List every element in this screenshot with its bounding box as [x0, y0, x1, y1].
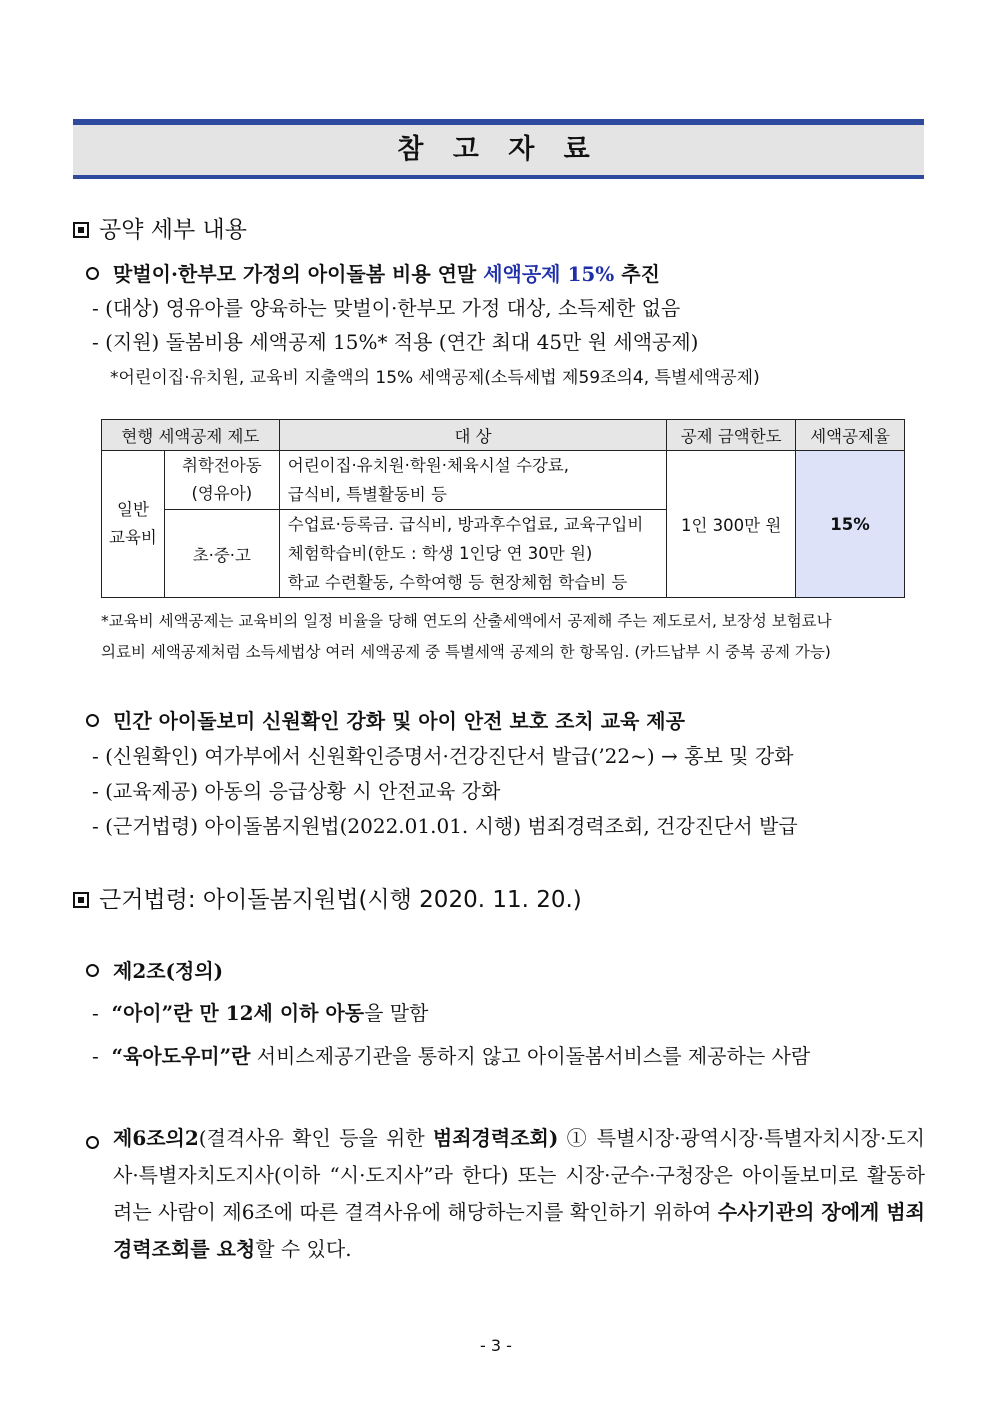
item-heading-suffix: 추진 — [614, 262, 660, 286]
table-header-target: 대 상 — [279, 420, 666, 451]
article2-line-child — [92, 997, 428, 1026]
title-banner-bottom-rule — [73, 175, 924, 179]
definition-term: “아이”란 만 12세 이하 아동 — [111, 1001, 365, 1025]
article2-line-nanny — [92, 1040, 810, 1069]
detail-line-education: - (교육제공) 아동의 응급상황 시 안전교육 강화 — [92, 779, 501, 803]
table-limit-cell: 1인 300만 원 — [667, 451, 796, 598]
article6-emphasis: 범죄경력조회) — [432, 1126, 559, 1150]
section-heading-pledge — [73, 211, 247, 244]
table-header-system: 현행 세액공제 제도 — [102, 420, 280, 451]
square-bullet-icon — [73, 222, 89, 238]
target-line: 급식비, 특별활동비 등 — [287, 485, 447, 504]
dash-marker: - — [92, 1044, 112, 1068]
section-heading-text: 근거법령: 아이돌봄지원법(시행 2020. 11. 20.) — [99, 887, 582, 913]
table-target-school — [279, 510, 666, 598]
target-line: 수업료·등록금. 급식비, 방과후수업료, 교육구입비 — [287, 515, 644, 534]
article6-text: 할 수 있다. — [255, 1237, 352, 1261]
table-header-limit: 공제 금액한도 — [667, 420, 796, 451]
article6-text: (결격사유 확인 등을 위한 — [198, 1126, 433, 1150]
item-heading-text: 민간 아이돌보미 신원확인 강화 및 아이 안전 보호 조치 교육 제공 — [113, 709, 685, 733]
page-title: 참 고 자 료 — [397, 134, 600, 165]
detail-line-support: - (지원) 돌봄비용 세액공제 15%* 적용 (연간 최대 45만 원 세액공제) — [92, 330, 699, 354]
table-header-rate: 세액공제율 — [796, 420, 905, 451]
target-line: 학교 수련활동, 수학여행 등 현장체험 학습비 등 — [287, 573, 628, 592]
definition-term: “육아도우미”란 — [111, 1044, 251, 1068]
article6-text: ① 특별시장·광역시장·특별자치시장·도지사·특별자치도지사(이하 “시·도지사”라 한다) 또는 시장·군수·구청장은 아이돌보미로 활동하려는 사람이 제6조에 따른 결격사유에 해당하는지를 확인하기 위하여 — [113, 1126, 925, 1224]
article6-title: 제6조의2 — [113, 1126, 199, 1150]
footnote: *어린이집·유치원, 교육비 지출액의 15% 세액공제(소득세법 제59조의4, 특별세액공제) — [110, 368, 760, 388]
subgroup-label-line: 취학전아동 — [182, 456, 262, 475]
circle-bullet-icon — [86, 1136, 99, 1149]
article2-heading — [86, 955, 223, 984]
square-bullet-icon — [73, 892, 89, 908]
subgroup-label-line: (영유아) — [191, 484, 253, 503]
tax-credit-table — [101, 419, 905, 598]
table-note-line: *교육비 세액공제는 교육비의 일정 비율을 당해 연도의 산출세액에서 공제해 주는 제도로서, 보장성 보험료나 — [101, 612, 832, 630]
article6-emphasis: 수사기관의 장에게 범죄경력조회를 요청 — [113, 1200, 925, 1261]
dash-marker: - — [92, 1001, 112, 1025]
circle-bullet-icon — [86, 267, 99, 280]
detail-line-legal-basis: - (근거법령) 아이돌봄지원법(2022.01.01. 시행) 범죄경력조회, 건강진단서 발급 — [92, 814, 798, 838]
target-line: 어린이집·유치원·학원·체육시설 수강료, — [287, 456, 570, 475]
page-number: - 3 - — [480, 1336, 512, 1355]
group-label-line: 교육비 — [109, 528, 157, 547]
section-heading-law — [73, 881, 582, 914]
article6-paragraph — [113, 1120, 925, 1268]
article6-bullet — [86, 1135, 113, 1154]
definition-text: 을 말함 — [364, 1001, 429, 1025]
target-line: 체험학습비(한도 : 학생 1인당 연 30만 원) — [287, 544, 593, 563]
detail-line-target: - (대상) 영유아를 양육하는 맞벌이·한부모 가정 대상, 소득제한 없음 — [92, 296, 681, 320]
table-target-preschool — [279, 451, 666, 510]
circle-bullet-icon — [86, 714, 99, 727]
item-heading-identity-check — [86, 705, 685, 734]
group-label-line: 일반 — [117, 500, 149, 519]
table-subgroup-school: 초·중·고 — [164, 510, 279, 598]
item-heading-tax-credit — [86, 258, 660, 287]
definition-text: 서비스제공기관을 통하지 않고 아이돌봄서비스를 제공하는 사람 — [250, 1044, 811, 1068]
item-heading-text: 맞벌이·한부모 가정의 아이돌봄 비용 연말 — [113, 262, 484, 286]
detail-line-identity: - (신원확인) 여가부에서 신원확인증명서·건강진단서 발급(’22~) → 홍보 및 강화 — [92, 744, 794, 768]
article2-title: 제2조(정의) — [113, 959, 224, 983]
table-group-cell — [102, 451, 165, 598]
section-heading-text: 공약 세부 내용 — [99, 217, 247, 243]
table-subgroup-preschool — [164, 451, 279, 510]
table-note-line: 의료비 세액공제처럼 소득세법상 여러 세액공제 중 특별세액 공제의 한 항목임. (카드납부 시 중복 공제 가능) — [101, 643, 831, 661]
item-heading-highlight: 세액공제 15% — [483, 262, 615, 286]
circle-bullet-icon — [86, 964, 99, 977]
table-rate-cell: 15% — [796, 451, 905, 598]
